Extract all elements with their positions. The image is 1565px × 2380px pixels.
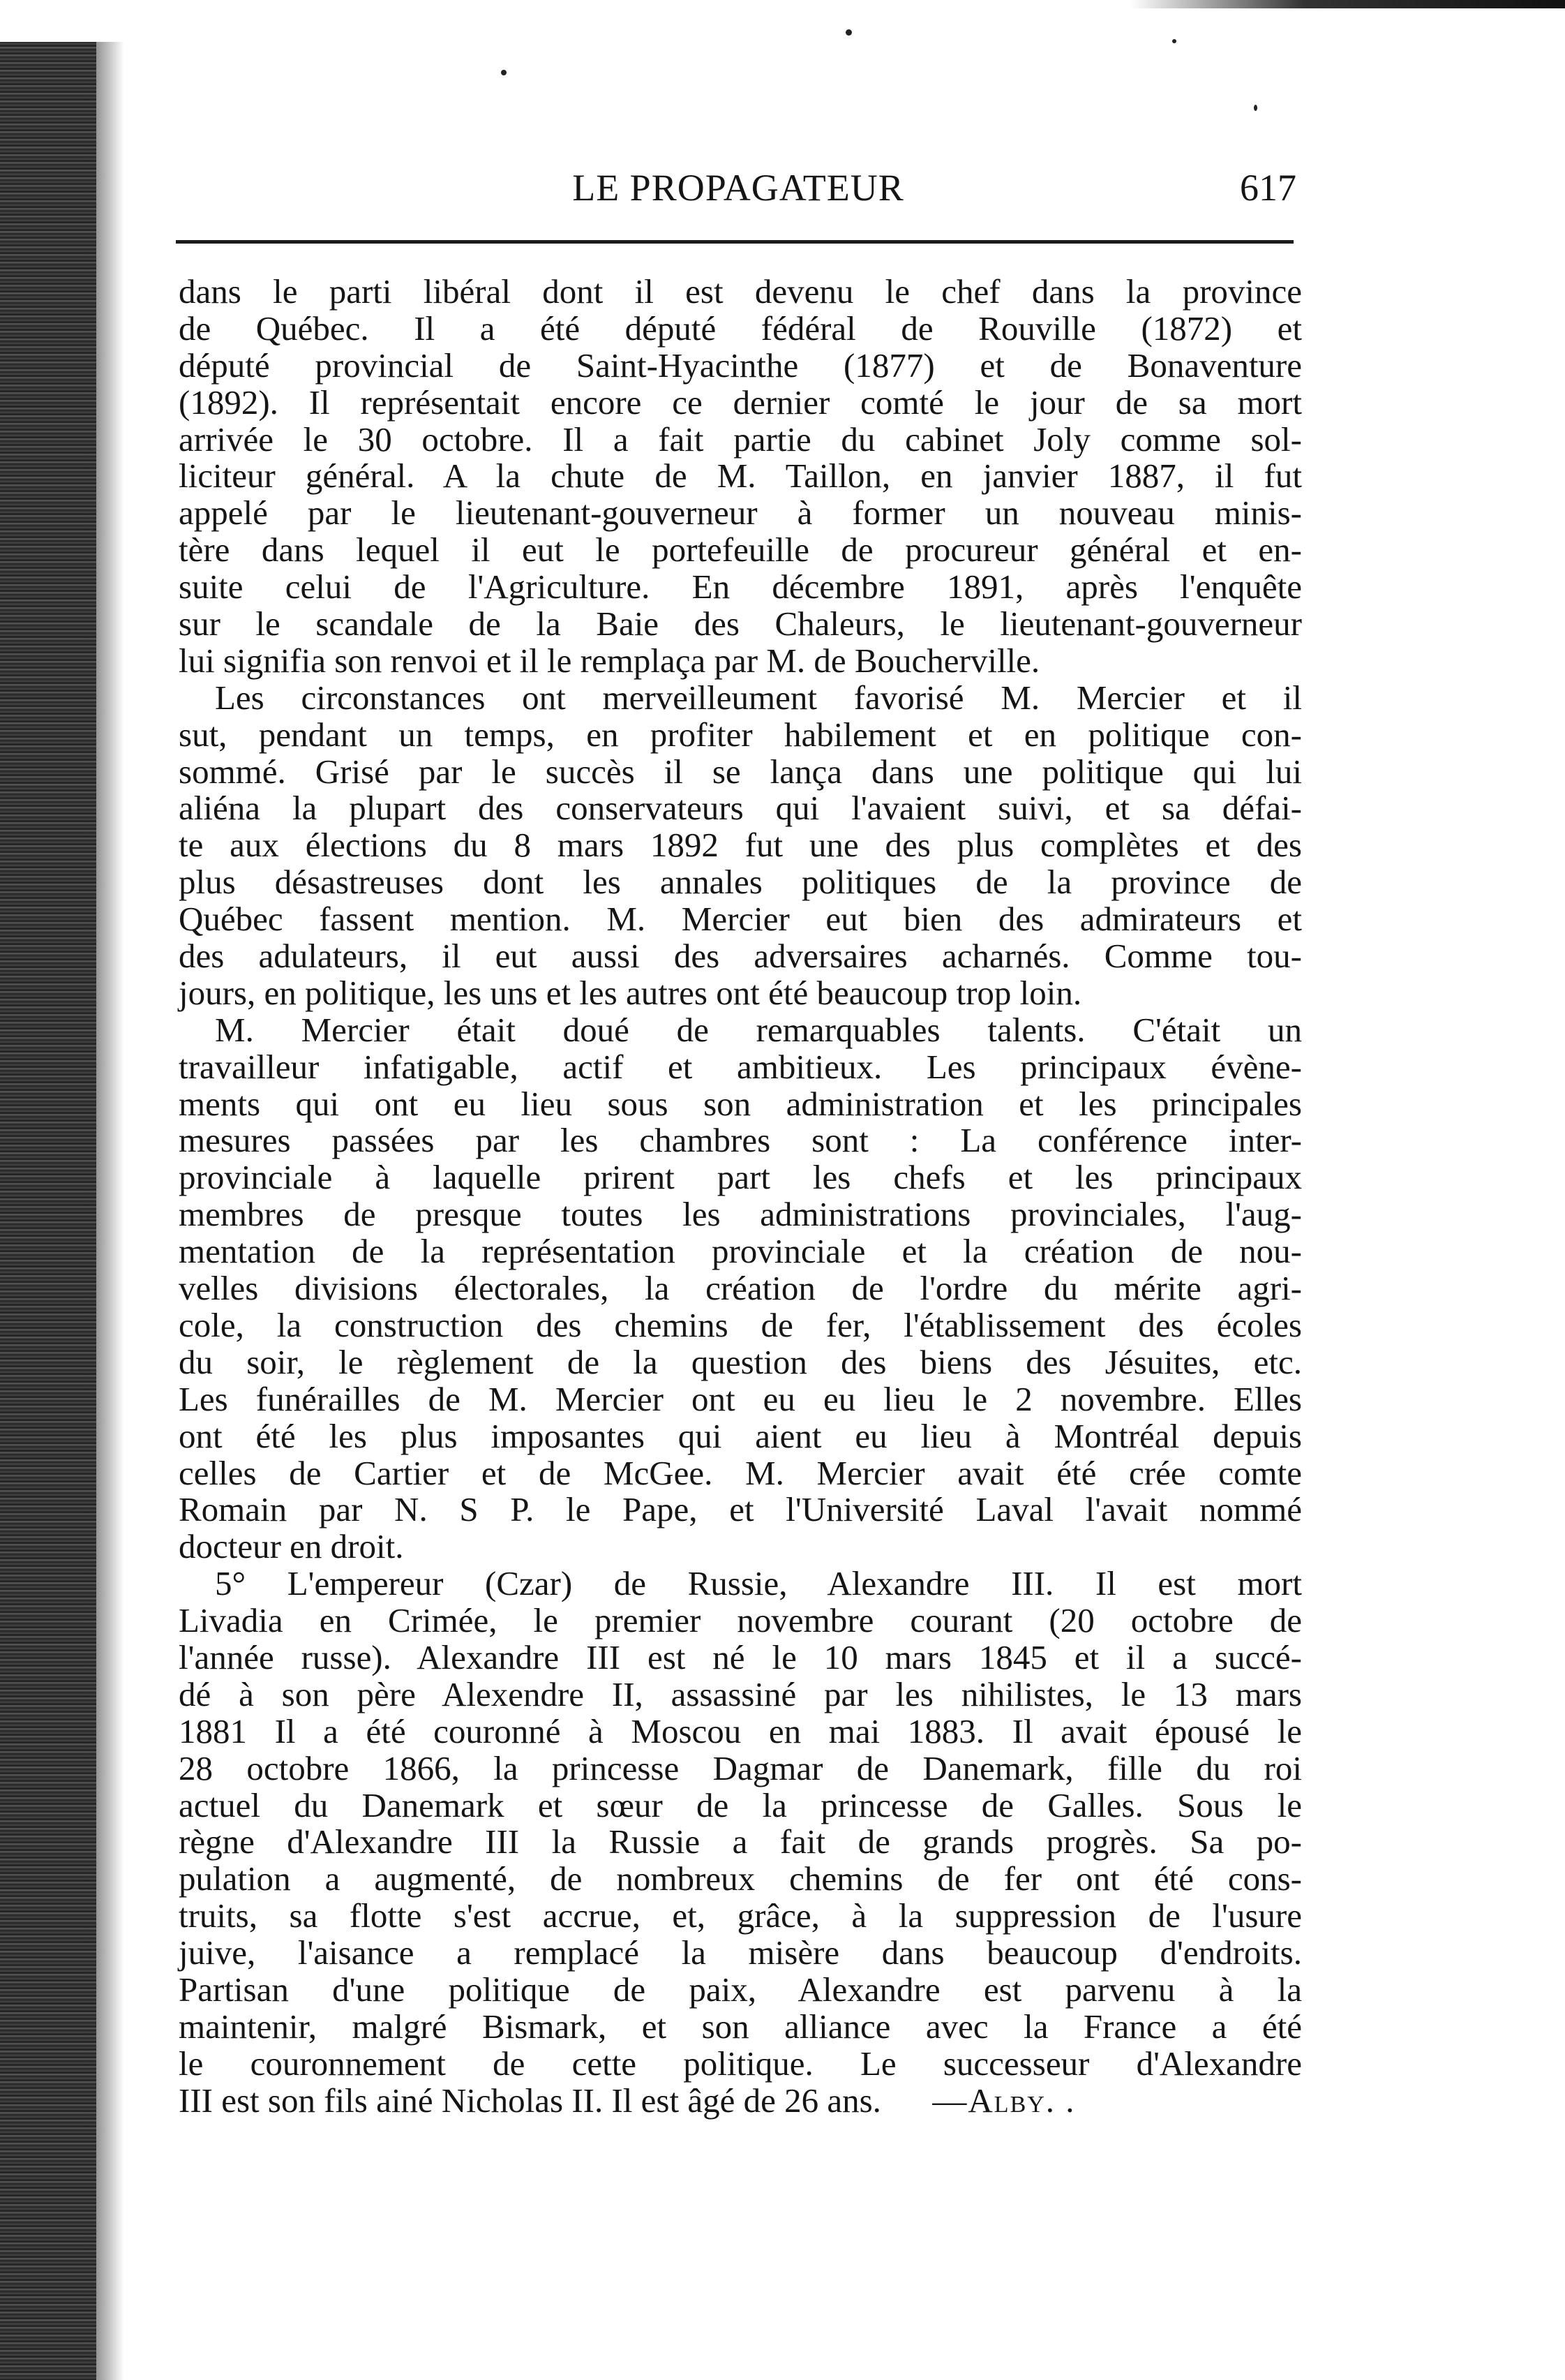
text-line: te aux élections du 8 mars 1892 fut une des plus complètes et des [179,826,1302,865]
text-line: le couronnement de cette politique. Le successeur d'Alexandre [179,2044,1302,2083]
page-binding-edge [0,42,96,2380]
text-line: Les funérailles de M. Mercier ont eu eu lieu le 2 novembre. Elles [179,1379,1302,1418]
text-line: dé à son père Alexendre II, assassiné par les nihilistes, le 13 mars [179,1674,1302,1713]
text-line: Québec fassent mention. M. Mercier eut bien des admirateurs et [179,900,1302,939]
body-text [179,274,1302,2120]
text-line: juive, l'aisance a remplacé la misère dans beaucoup d'endroits. [179,1933,1302,1972]
binding-shadow [96,42,124,2380]
text-line-content: III est son fils ainé Nicholas II. Il est âgé de 26 ans. [179,2081,881,2120]
text-line: maintenir, malgré Bismark, et son alliance avec la France a été [179,2007,1302,2046]
text-line: aliéna la plupart des conservateurs qui l'avaient suivi, et sa défai- [179,789,1302,828]
page-header [180,166,1296,215]
text-line: Romain par N. S P. le Pape, et l'Université Laval l'avait nommé [179,1490,1302,1529]
scan-top-rule [1130,0,1565,8]
text-line: plus désastreuses dont les annales politiques de la province de [179,863,1302,902]
text-line: truits, sa flotte s'est accrue, et, grâce, à la suppression de l'usure [179,1896,1302,1935]
scan-speck [501,70,507,75]
running-title: LE PROPAGATEUR [572,167,904,209]
text-line: règne d'Alexandre III la Russie a fait de grands progrès. Sa po- [179,1822,1302,1861]
text-line: ments qui ont eu lieu sous son administration et les principales [179,1084,1302,1123]
text-line: 5° L'empereur (Czar) de Russie, Alexandre III. Il est mort [215,1564,1302,1603]
text-line: du soir, le règlement de la question des biens des Jésuites, etc. [179,1342,1302,1381]
text-line: membres de presque toutes les administrations provinciales, l'aug- [179,1195,1302,1234]
text-line: liciteur général. A la chute de M. Taillon, en janvier 1887, il fut [179,456,1302,496]
text-line: sommé. Grisé par le succès il se lança dans une politique qui lui [179,752,1302,791]
author-signature: —Alby. . [932,2081,1076,2120]
text-line: 28 octobre 1866, la princesse Dagmar de Danemark, fille du roi [179,1748,1302,1787]
text-line: velles divisions électorales, la création de l'ordre du mérite agri- [179,1269,1302,1308]
text-line: mentation de la représentation provinciale et la création de nou- [179,1232,1302,1271]
text-line: M. Mercier était doué de remarquables talents. C'était un [215,1010,1302,1049]
text-line: Partisan d'une politique de paix, Alexandre est parvenu à la [179,1970,1302,2009]
text-line: député provincial de Saint-Hyacinthe (1877) et de Bonaventure [179,345,1302,385]
text-line: (1892). Il représentait encore ce dernier comté le jour de sa mort [179,382,1302,422]
text-line: docteur en droit. [179,1527,404,1566]
text-line: celles de Cartier et de McGee. M. Mercier avait été crée comte [179,1453,1302,1492]
header-rule [176,240,1294,244]
scan-speck [846,29,852,36]
text-line: ont été les plus imposantes qui aient eu lieu à Montréal depuis [179,1416,1302,1455]
text-line: lui signifia son renvoi et il le remplaça par M. de Boucherville. [179,641,1040,680]
text-line: suite celui de l'Agriculture. En décembre 1891, après l'enquête [179,567,1302,607]
final-text-line [179,2083,1302,2120]
text-line: arrivée le 30 octobre. Il a fait partie du cabinet Joly comme sol- [179,419,1302,459]
text-line: des adulateurs, il eut aussi des adversaires acharnés. Comme tou- [179,937,1302,976]
text-line: mesures passées par les chambres sont : La conférence inter- [179,1121,1302,1160]
text-line: provinciale à laquelle prirent part les chefs et les principaux [179,1158,1302,1197]
text-line: Les circonstances ont merveilleument favorisé M. Mercier et il [215,678,1302,717]
scan-speck [1254,105,1257,111]
text-line: dans le parti libéral dont il est devenu le chef dans la province [179,272,1302,311]
text-line: de Québec. Il a été député fédéral de Rouville (1872) et [179,308,1302,348]
text-line: sut, pendant un temps, en profiter habilement et en politique con- [179,715,1302,754]
text-line: actuel du Danemark et sœur de la princesse de Galles. Sous le [179,1785,1302,1824]
text-line: appelé par le lieutenant-gouverneur à former un nouveau minis- [179,493,1302,533]
text-line: tère dans lequel il eut le portefeuille de procureur général et en- [179,530,1302,570]
scan-speck [1172,39,1176,43]
text-line: jours, en politique, les uns et les autres ont été beaucoup trop loin. [179,973,1082,1012]
text-line: sur le scandale de la Baie des Chaleurs, le lieutenant-gouverneur [179,604,1302,644]
text-line: 1881 Il a été couronné à Moscou en mai 1883. Il avait épousé le [179,1711,1302,1750]
text-line: cole, la construction des chemins de fer, l'établissement des écoles [179,1305,1302,1344]
text-line: l'année russe). Alexandre III est né le 10 mars 1845 et il a succé- [179,1637,1302,1676]
text-line: pulation a augmenté, de nombreux chemins de fer ont été cons- [179,1859,1302,1898]
text-line: travailleur infatigable, actif et ambitieux. Les principaux évène- [179,1047,1302,1086]
text-line: Livadia en Crimée, le premier novembre courant (20 octobre de [179,1601,1302,1640]
page-number: 617 [1240,167,1296,209]
